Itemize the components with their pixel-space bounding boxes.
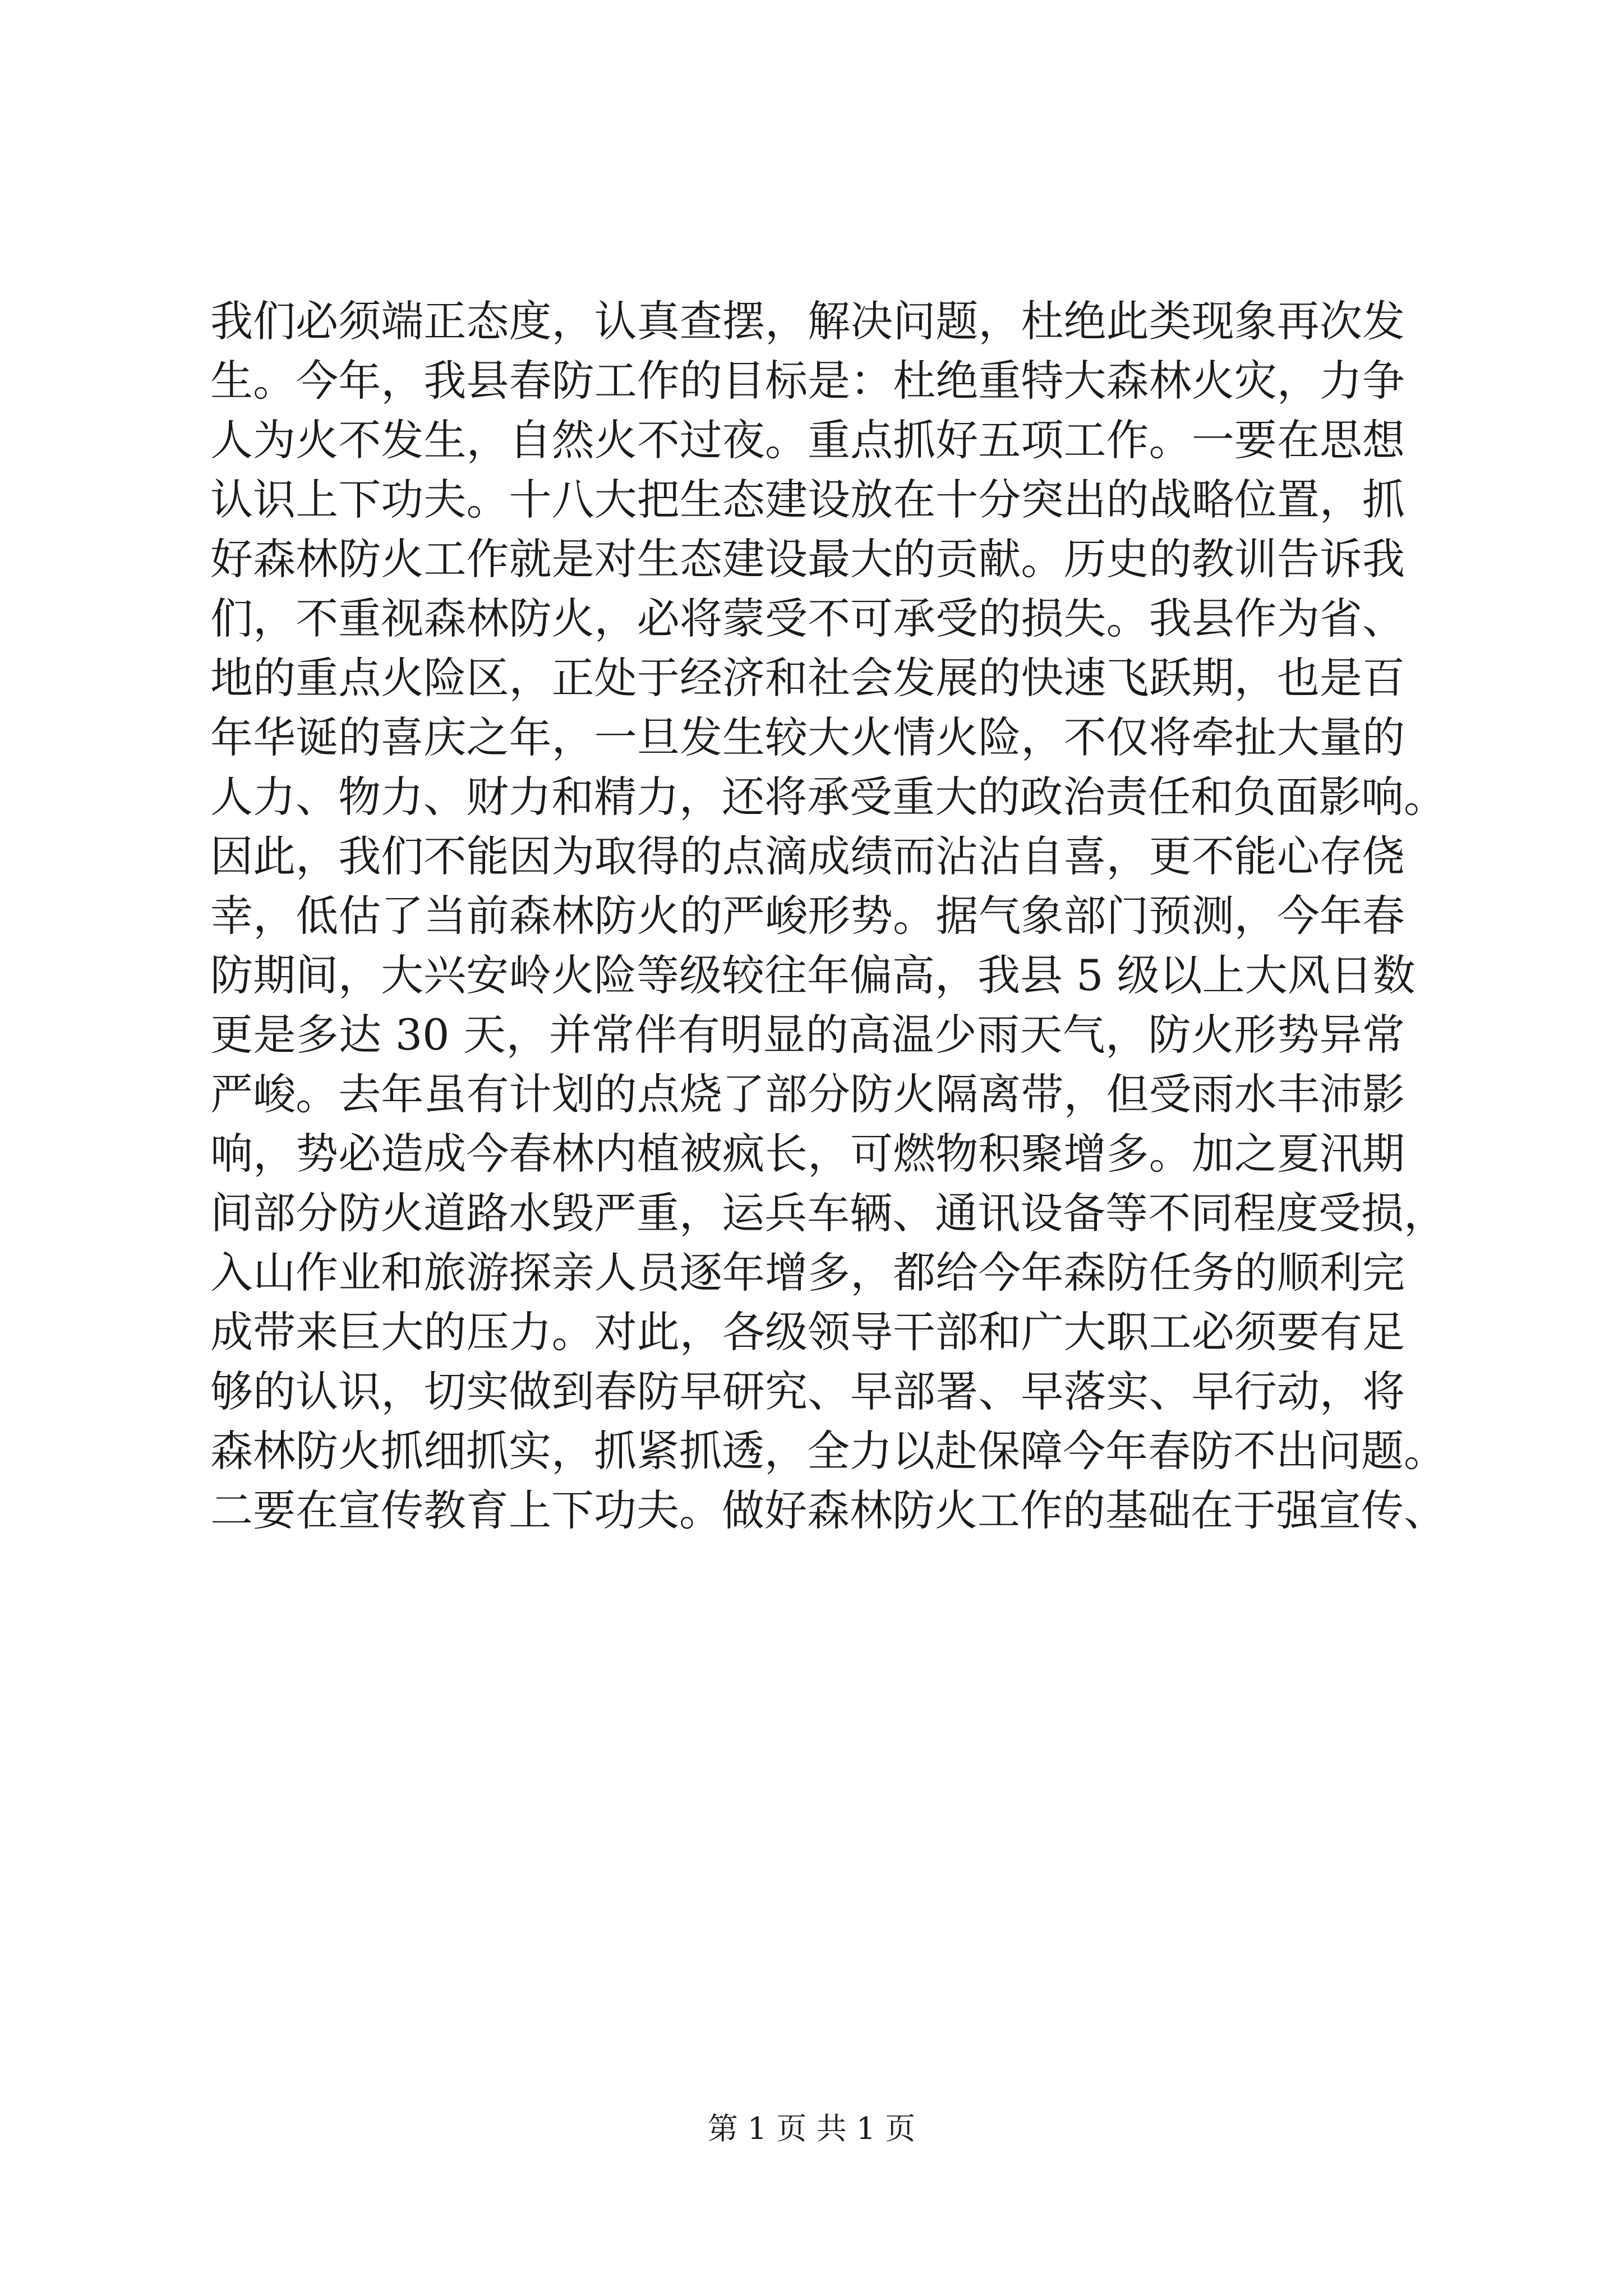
text-line: 我们必须端正态度，认真查摆，解决问题，杜绝此类现象再次发 bbox=[210, 296, 1405, 346]
text-line: 森林防火抓细抓实，抓紧抓透，全力以赴保障今年春防不出问题。 bbox=[210, 1426, 1446, 1476]
text-line: 严峻。去年虽有计划的点烧了部分防火隔离带，但受雨水丰沛影 bbox=[210, 1069, 1405, 1119]
text-line: 年华诞的喜庆之年，一旦发生较大火情火险，不仅将牵扯大量的 bbox=[210, 712, 1405, 762]
page-footer: 第 1 页 共 1 页 bbox=[707, 2111, 916, 2146]
text-line: 人力、物力、财力和精力，还将承受重大的政治责任和负面影响。 bbox=[210, 772, 1446, 822]
text-line: 生。今年，我县春防工作的目标是：杜绝重特大森林火灾，力争 bbox=[210, 356, 1405, 406]
text-line: 够的认识，切实做到春防早研究、早部署、早落实、早行动，将 bbox=[210, 1366, 1405, 1416]
text-line: 地的重点火险区，正处于经济和社会发展的快速飞跃期，也是百 bbox=[210, 653, 1405, 703]
document-body bbox=[210, 292, 1446, 1540]
text-line: 防期间，大兴安岭火险等级较往年偏高，我县 5 级以上大风日数 bbox=[210, 950, 1415, 1000]
text-line: 人为火不发生，自然火不过夜。重点抓好五项工作。一要在思想 bbox=[210, 415, 1405, 465]
text-line: 成带来巨大的压力。对此，各级领导干部和广大职工必须要有足 bbox=[210, 1307, 1405, 1357]
text-line: 因此，我们不能因为取得的点滴成绩而沾沾自喜，更不能心存侥 bbox=[210, 831, 1405, 881]
text-line: 幸，低估了当前森林防火的严峻形势。据气象部门预测，今年春 bbox=[210, 891, 1405, 941]
text-line: 们，不重视森林防火，必将蒙受不可承受的损失。我县作为省、 bbox=[210, 593, 1405, 643]
text-line: 入山作业和旅游探亲人员逐年增多，都给今年森防任务的顺利完 bbox=[210, 1248, 1405, 1297]
text-line: 响，势必造成今春林内植被疯长，可燃物积聚增多。加之夏汛期 bbox=[210, 1129, 1405, 1179]
text-line: 间部分防火道路水毁严重，运兵车辆、通讯设备等不同程度受损， bbox=[210, 1188, 1446, 1238]
text-line: 更是多达 30 天，并常伴有明显的高温少雨天气，防火形势异常 bbox=[210, 1010, 1405, 1060]
text-line: 二要在宣传教育上下功夫。做好森林防火工作的基础在于强宣传、 bbox=[210, 1485, 1446, 1535]
text-line: 认识上下功夫。十八大把生态建设放在十分突出的战略位置，抓 bbox=[210, 475, 1405, 524]
text-line: 好森林防火工作就是对生态建设最大的贡献。历史的教训告诉我 bbox=[210, 534, 1405, 584]
